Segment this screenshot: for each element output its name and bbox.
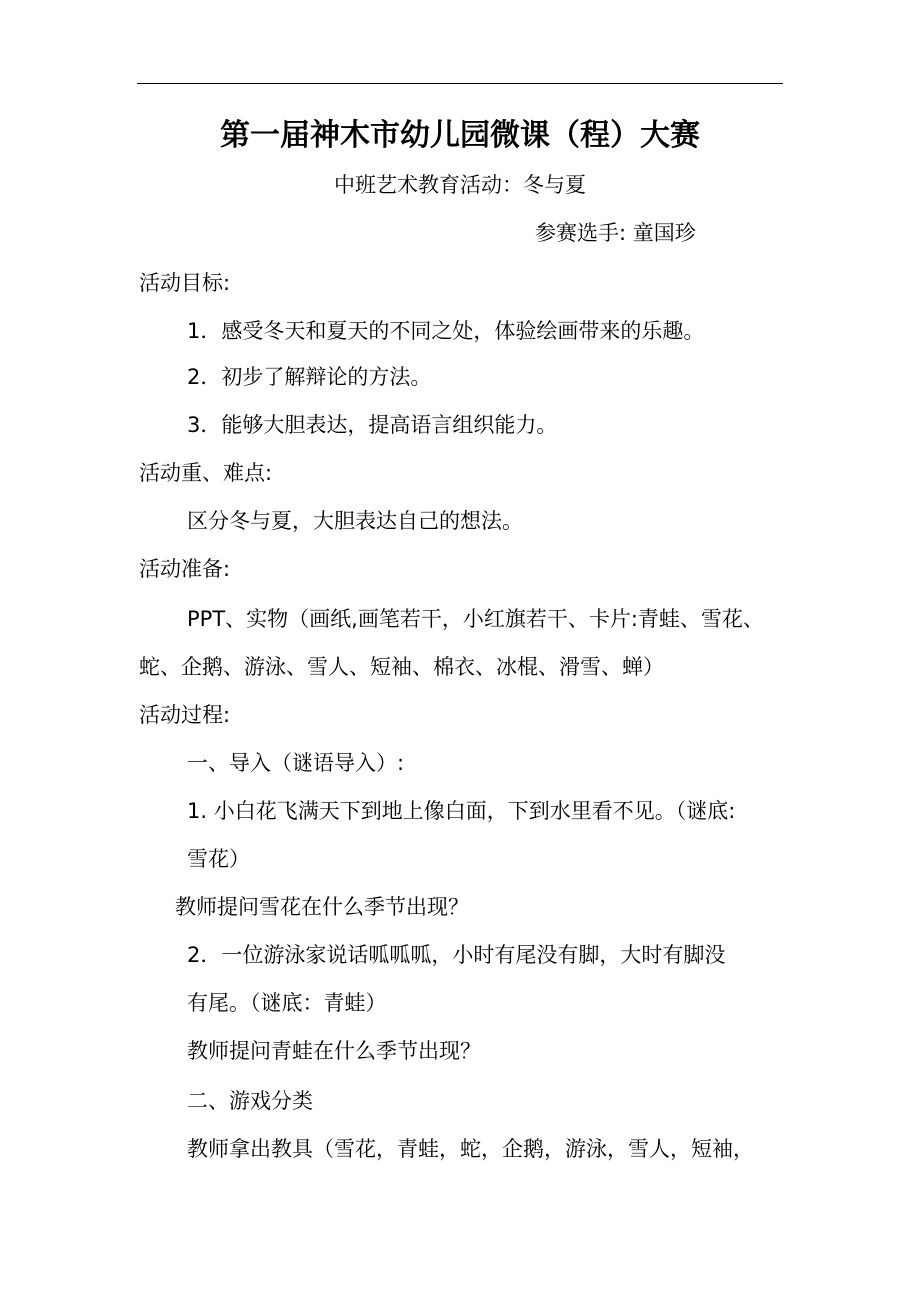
key-points-heading: 活动重、难点: (139, 461, 273, 485)
document-title: 第一届神木市幼儿园微课（程）大赛 (220, 118, 700, 153)
goals-heading: 活动目标: (139, 271, 231, 295)
goal-item-1: 1．感受冬天和夏天的不同之处，体验绘画带来的乐趣。 (187, 319, 705, 343)
riddle-1-line-1: 1. 小白花飞满天下到地上像白面，下到水里看不见。（谜底: (187, 799, 736, 823)
riddle-2-line-1: 2．一位游泳家说话呱呱呱，小时有尾没有脚，大时有脚没 (187, 943, 726, 967)
process-heading: 活动过程: (139, 703, 231, 727)
riddle-1-line-2: 雪花） (187, 847, 250, 871)
goal-item-3: 3．能够大胆表达，提高语言组织能力。 (187, 413, 558, 437)
riddle-2-line-2: 有尾。（谜底：青蛙） (187, 991, 387, 1015)
preparation-text-line-2: 蛇、企鹅、游泳、雪人、短袖、棉衣、冰棍、滑雪、蝉） (139, 655, 664, 679)
section-1-heading: 一、导入（谜语导入）: (187, 751, 405, 775)
question-2: 教师提问青蛙在什么季节出现？ (187, 1039, 481, 1063)
preparation-heading: 活动准备: (139, 557, 231, 581)
document-subtitle: 中班艺术教育活动：冬与夏 (334, 173, 586, 197)
key-points-text: 区分冬与夏，大胆表达自己的想法。 (187, 509, 523, 533)
author-line: 参赛选手: 童国珍 (535, 221, 696, 245)
goal-item-2: 2．初步了解辩论的方法。 (187, 365, 432, 389)
question-1: 教师提问雪花在什么季节出现？ (175, 895, 469, 919)
teaching-aids-text: 教师拿出教具（雪花，青蛙，蛇，企鹅，游泳，雪人，短袖， (187, 1137, 754, 1161)
preparation-text-line-1: PPT、实物（画纸,画笔若干，小红旗若干、卡片:青蛙、雪花、 (187, 607, 764, 631)
header-rule (137, 83, 783, 84)
section-2-heading: 二、游戏分类 (187, 1089, 313, 1113)
